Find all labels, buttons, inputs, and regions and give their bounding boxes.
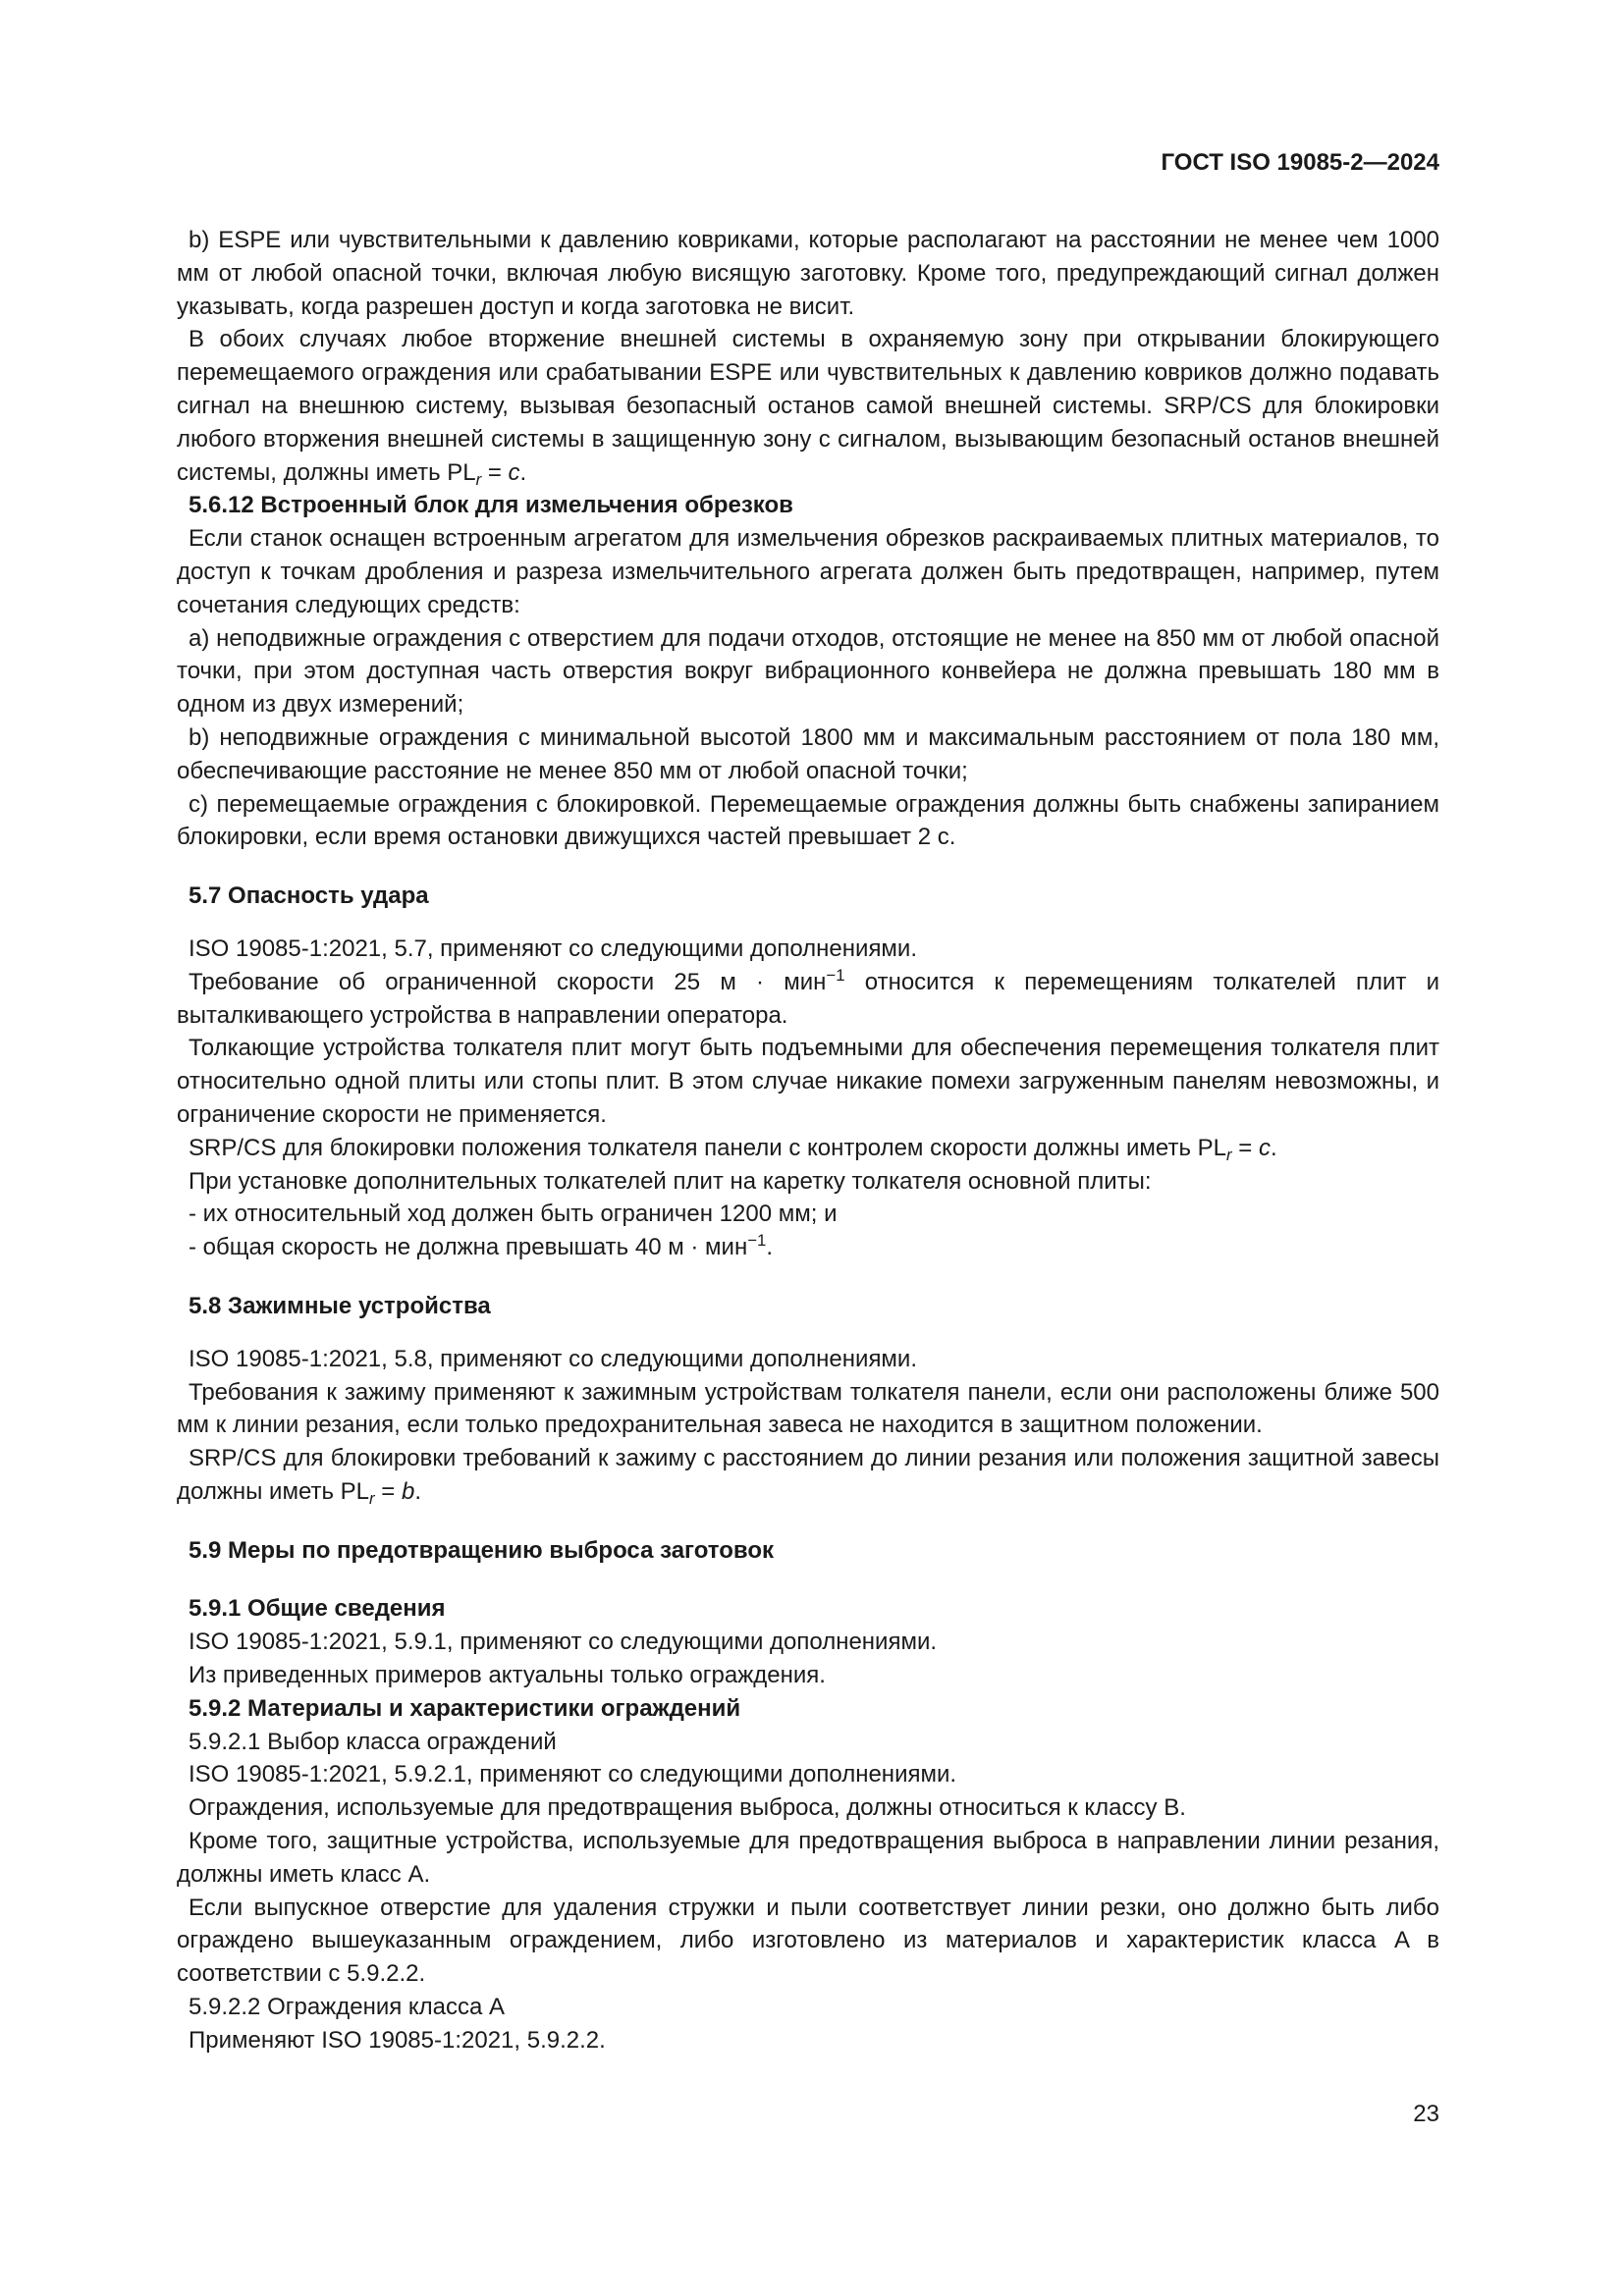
paragraph: Из приведенных примеров актуальны только ограждения. <box>189 1662 826 1689</box>
paragraph: ISO 19085-1:2021, 5.9.2.1, применяют со следующими дополнениями. <box>189 1761 957 1789</box>
text-run: . <box>414 1477 422 1505</box>
list-item <box>177 1231 1439 1264</box>
text-run: Требование об ограниченной скорости 25 м · мин <box>189 968 827 995</box>
text-run: . <box>519 458 527 486</box>
text-run: - общая скорость не должна превышать 40 м · мин <box>189 1234 748 1261</box>
superscript: −1 <box>747 1230 767 1250</box>
paragraph: b) неподвижные ограждения с минимальной высотой 1800 мм и максимальным расстоянием от пола 180 мм, обеспечивающие расстояние не менее 850 мм от любой опасной точки; <box>177 723 1439 784</box>
paragraph <box>177 1132 1439 1165</box>
section-heading: 5.7 Опасность удара <box>189 882 429 910</box>
paragraph: Требования к зажиму применяют к зажимным устройствам толкателя панели, если они расположены ближе 500 мм к линии резания, если только предохранительная завеса не находится в защитном положении. <box>177 1378 1439 1439</box>
text-run: SRP/CS для блокировки требований к зажиму с расстоянием до линии резания или положения защитной завесы должны иметь PL <box>177 1445 1439 1505</box>
paragraph: Толкающие устройства толкателя плит могут быть подъемными для обеспечения перемещения толкателя плит относительно одной плиты или стопы плит. В этом случае никакие помехи загруженным панелям невозможны, и ограничение скорости не применяется. <box>177 1035 1439 1128</box>
paragraph <box>177 966 1439 1033</box>
subscript: r <box>475 469 482 489</box>
text-run: = <box>1231 1134 1259 1161</box>
paragraph: ISO 19085-1:2021, 5.8, применяют со следующими дополнениями. <box>189 1345 918 1372</box>
paragraph: 5.9.2.1 Выбор класса ограждений <box>189 1728 557 1755</box>
italic-value: c <box>508 458 520 486</box>
section-heading: 5.9 Меры по предотвращению выброса заготовок <box>189 1536 774 1564</box>
italic-value: b <box>401 1477 415 1505</box>
paragraph: Если станок оснащен встроенным агрегатом для измельчения обрезков раскраиваемых плитных материалов, то доступ к точкам дробления и разреза измельчительного агрегата должен быть предотвращен, например, путем сочетания следующих средств: <box>177 525 1439 618</box>
paragraph: Ограждения, используемые для предотвращения выброса, должны относиться к классу B. <box>189 1794 1186 1822</box>
subscript: r <box>369 1488 375 1508</box>
paragraph: ISO 19085-1:2021, 5.9.1, применяют со следующими дополнениями. <box>189 1629 938 1656</box>
text-run: В обоих случаях любое вторжение внешней системы в охраняемую зону при открывании блокирующего перемещаемого ограждения или срабатывании ESPE или чувствительных к давлению ковриков должно подавать сигнал на внешнюю систему, вызывая безопасный останов самой внешней системы. SRP/CS для блокировки любого вторжения внешней системы в защищенную зону с сигналом, вызывающим безопасный останов внешней системы, должны иметь PL <box>177 326 1439 486</box>
paragraph: b) ESPE или чувствительными к давлению ковриками, которые располагают на расстоянии не менее чем 1000 мм от любой опасной точки, включая любую висящую заготовку. Кроме того, предупреждающий сигнал должен указывать, когда разрешен доступ и когда заготовка не висит. <box>177 227 1439 320</box>
paragraph: c) перемещаемые ограждения с блокировкой. Перемещаемые ограждения должны быть снабжены запиранием блокировки, если время остановки движущихся частей превышает 2 с. <box>177 790 1439 851</box>
page-body <box>177 224 1439 2057</box>
italic-value: c <box>1258 1134 1271 1161</box>
subscript: r <box>1226 1145 1232 1164</box>
text-run: относится к перемещениям толкателей плит и выталкивающего устройства в направлении оператора. <box>177 968 1439 1029</box>
section-heading: 5.8 Зажимные устройства <box>189 1292 491 1319</box>
section-heading: 5.6.12 Встроенный блок для измельчения обрезков <box>189 492 793 519</box>
subsection-heading: 5.9.1 Общие сведения <box>189 1595 446 1623</box>
document-code-header: ГОСТ ISO 19085-2—2024 <box>1161 149 1439 176</box>
list-item: - их относительный ход должен быть ограничен 1200 мм; и <box>189 1201 838 1228</box>
paragraph <box>177 323 1439 489</box>
text-run: = <box>374 1477 402 1505</box>
text-run: SRP/CS для блокировки положения толкателя панели с контролем скорости должны иметь PL <box>189 1134 1226 1161</box>
superscript: −1 <box>826 965 845 985</box>
paragraph: a) неподвижные ограждения с отверстием для подачи отходов, отстоящие не менее на 850 мм от любой опасной точки, при этом доступная часть отверстия вокруг вибрационного конвейера не должна превышать 180 мм в одном из двух измерений; <box>177 624 1439 719</box>
paragraph <box>177 1442 1439 1509</box>
text-run: . <box>1270 1134 1277 1161</box>
paragraph: При установке дополнительных толкателей плит на каретку толкателя основной плиты: <box>189 1167 1152 1195</box>
paragraph: 5.9.2.2 Ограждения класса A <box>189 1994 506 2021</box>
paragraph: Если выпускное отверстие для удаления стружки и пыли соответствует линии резки, оно должно быть либо ограждено вышеуказанным ограждением, либо изготовлено из материалов и характеристик класса A в соответствии с 5.9.2.2. <box>177 1894 1439 1988</box>
paragraph: Кроме того, защитные устройства, используемые для предотвращения выброса в направлении линии резания, должны иметь класс A. <box>177 1828 1439 1888</box>
subsection-heading: 5.9.2 Материалы и характеристики ограждений <box>189 1694 741 1722</box>
text-run: = <box>481 458 509 486</box>
page-number: 23 <box>1413 2101 1439 2127</box>
paragraph: Применяют ISO 19085-1:2021, 5.9.2.2. <box>189 2026 606 2054</box>
paragraph: ISO 19085-1:2021, 5.7, применяют со следующими дополнениями. <box>189 934 918 962</box>
text-run: . <box>766 1234 774 1261</box>
